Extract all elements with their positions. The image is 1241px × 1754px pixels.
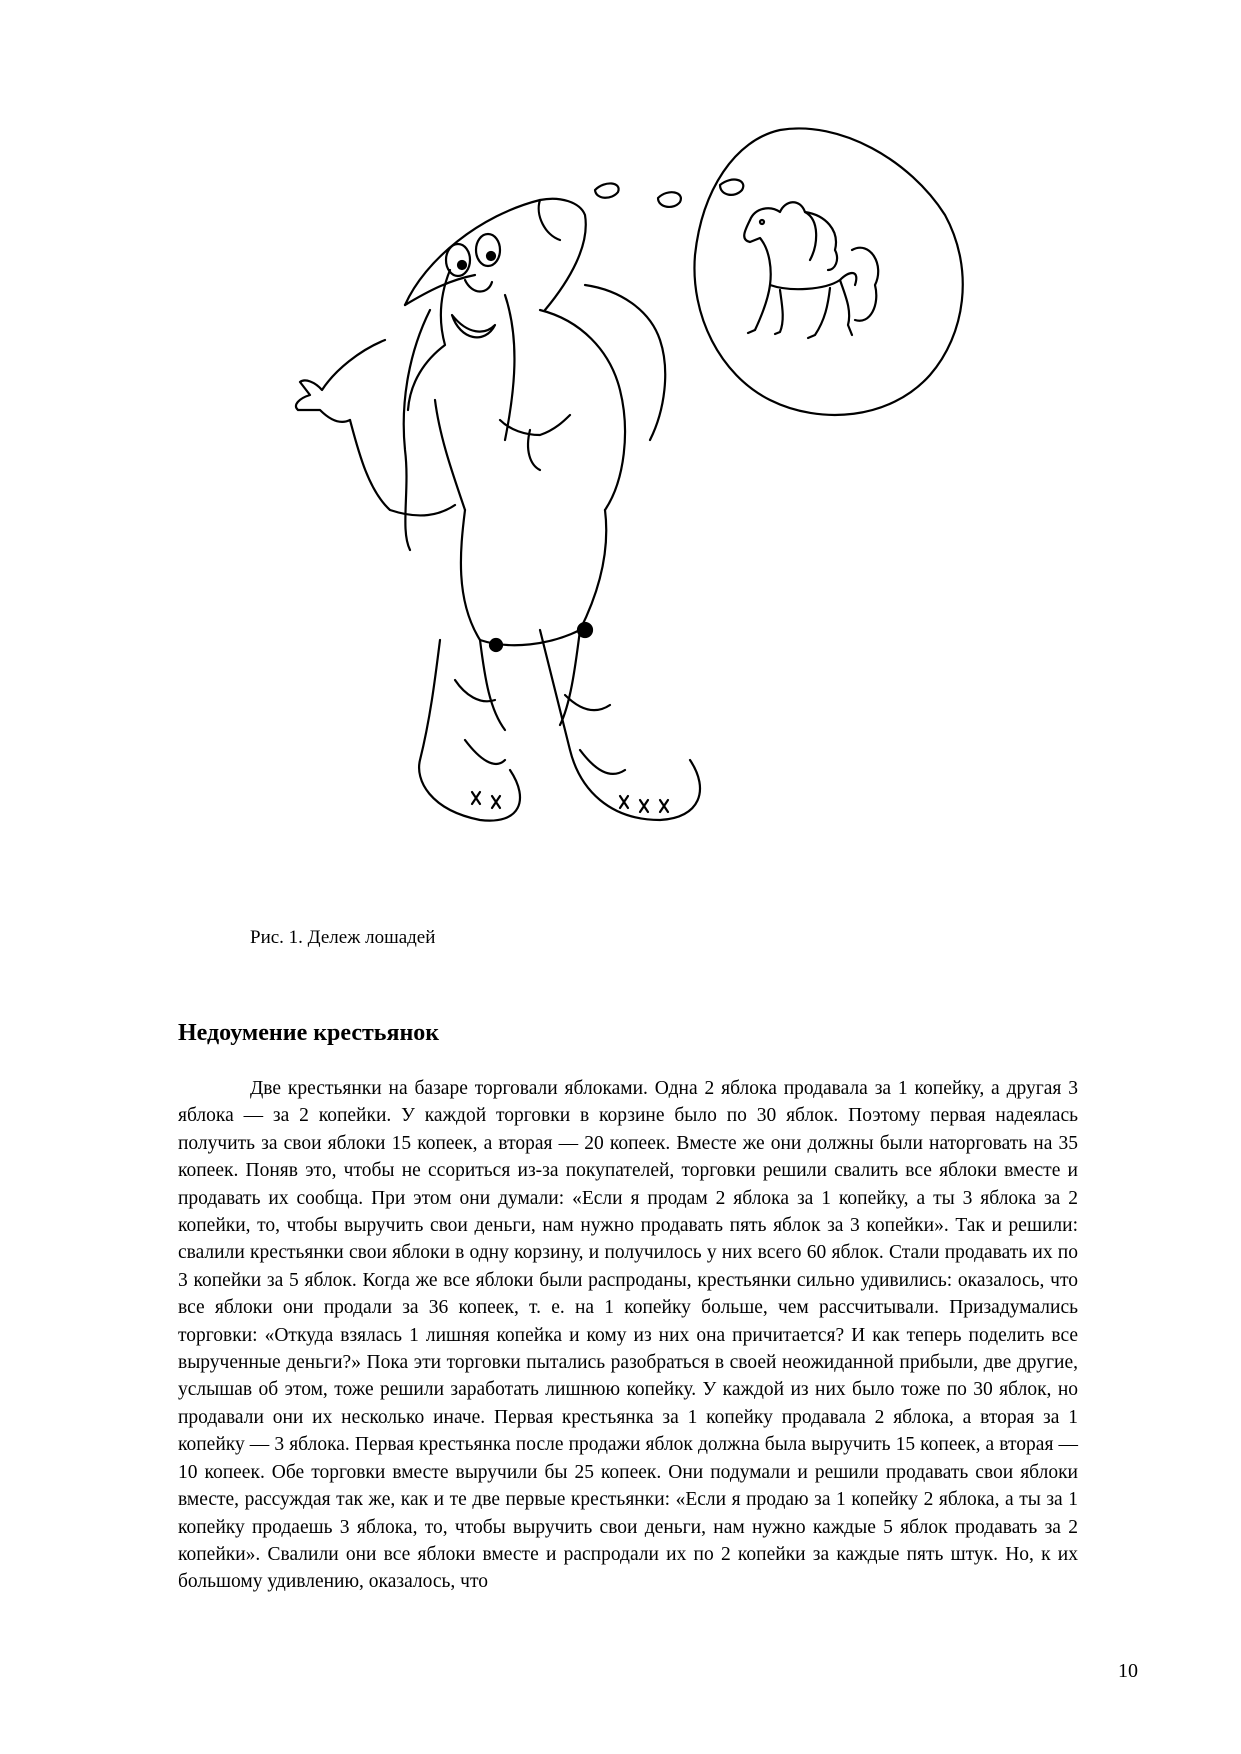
page-number: 10 — [1118, 1660, 1138, 1682]
thought-dot-2 — [658, 192, 681, 207]
peasant-character — [296, 199, 700, 821]
thought-dot-3 — [720, 180, 743, 195]
figure-caption: Рис. 1. Дележ лошадей — [250, 927, 436, 948]
body-text — [178, 1075, 1078, 1596]
illustration-peasant-dreaming-horse — [240, 120, 970, 940]
thought-dot-1 — [595, 183, 619, 197]
thought-bubble — [595, 128, 963, 415]
paragraph: Две крестьянки на базаре торговали яблоками. Одна 2 яблока продавала за 1 копейку, а другая 3 яблока — за 2 копейки. У каждой торговки в корзине было по 30 яблок. Поэтому первая надеялась получить за свои яблоки 15 копеек, а вторая — 20 копеек. Вместе же они должны были наторговать на 35 копеек. Поняв это, чтобы не ссориться из-за покупателей, торговки решили свалить все яблоки вместе и продавать их сообща. При этом они думали: «Если я продам 2 яблока за 1 копейку, а ты 3 яблока за 2 копейки, то, чтобы выручить свои деньги, нам нужно продавать пять яблок за 3 копейки». Так и решили: свалили крестьянки свои яблоки в одну корзину, и получилось у них всего 60 яблок. Стали продавать их по 3 копейки за 5 яблок. Когда же все яблоки были распроданы, крестьянки сильно удивились: оказалось, что все яблоки они продали за 36 копеек, т. е. на 1 копейку больше, чем рассчитывали. Призадумались торговки: «Откуда взялась 1 лишняя копейка и кому из них она причитается? И как теперь поделить все вырученные деньги?» Пока эти торговки пытались разобраться в своей неожиданной прибыли, две другие, услышав об этом, тоже решили заработать лишнюю копейку. У каждой из них было тоже по 30 яблок, но продавали они их несколько иначе. Первая крестьянка за 1 копейку продавала 2 яблока, а вторая за 1 копейку — 3 яблока. Первая крестьянка после продажи яблок должна была выручить 15 копеек, а вторая — 10 копеек. Обе торговки вместе выручили бы 25 копеек. Они подумали и решили продавать свои яблоки вместе, рассуждая так же, как и те две первые крестьянки: «Если я продаю за 1 копейку 2 яблока, а ты за 1 копейку продаешь 3 яблока, то, чтобы выручить свои деньги, нам нужно каждые 5 яблок продавать за 2 копейки». Свалили они все яблоки вместе и распродали их по 2 копейки за каждые пять штук. Но, к их большому удивлению, оказалось, что — [178, 1078, 1078, 1593]
horse-drawing — [744, 202, 878, 338]
section-heading: Недоумение крестьянок — [178, 1020, 440, 1046]
